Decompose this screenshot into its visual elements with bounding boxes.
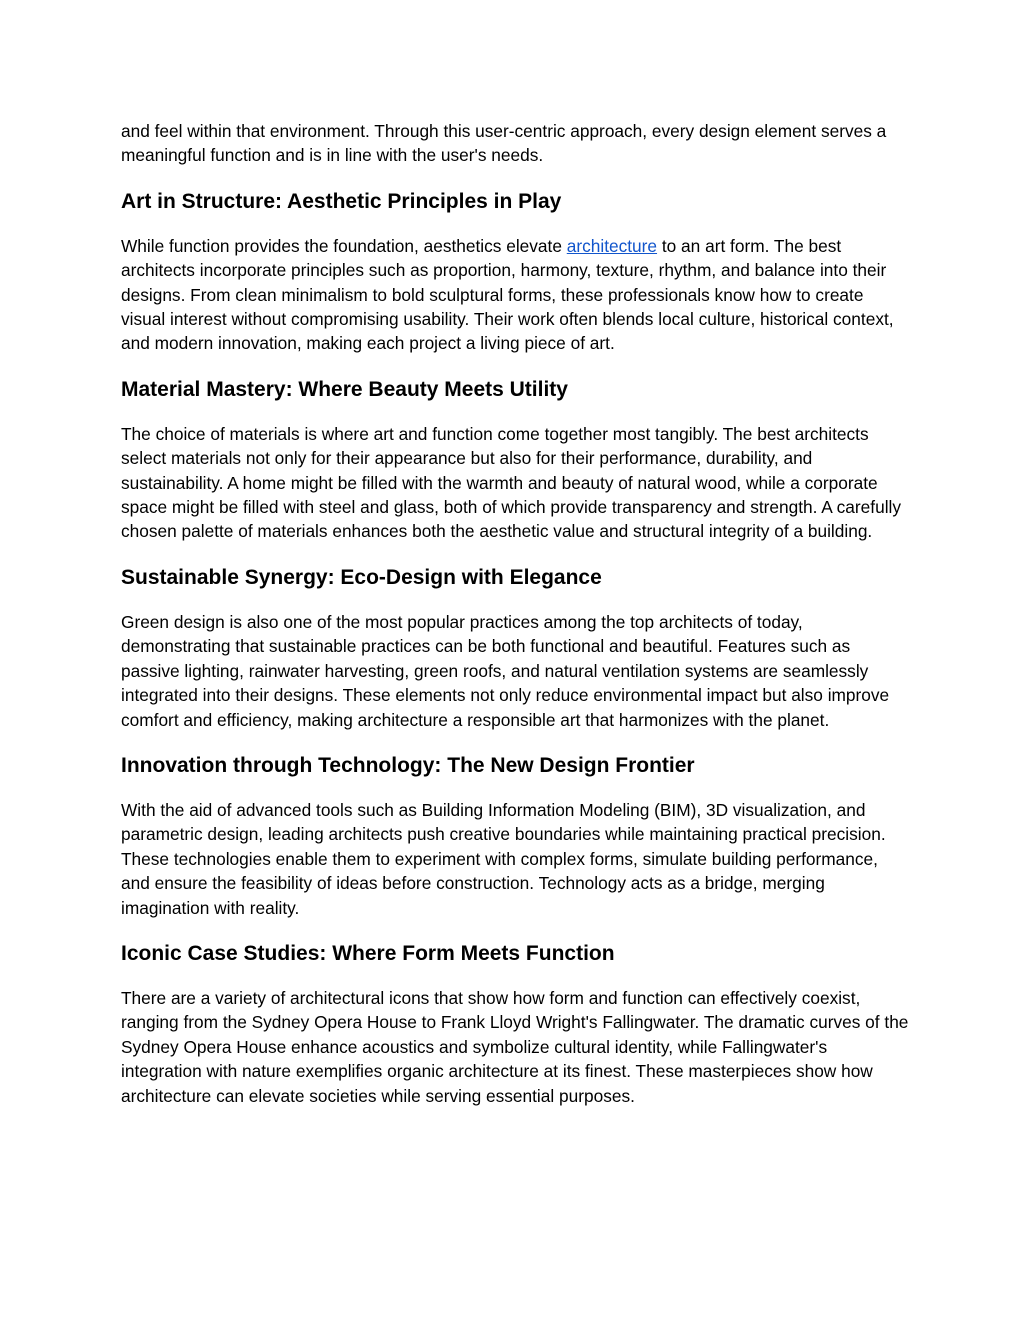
section-sustainable-synergy	[121, 565, 911, 732]
document-page	[121, 119, 911, 1129]
section-heading: Iconic Case Studies: Where Form Meets Function	[121, 941, 615, 965]
section-iconic-case-studies	[121, 941, 911, 1108]
section-heading: Innovation through Technology: The New Design Frontier	[121, 753, 695, 777]
paragraph-text-after-link: to an art form. The best architects incorporate principles such as proportion, harmony, texture, rhythm, and balance into their designs. From clean minimalism to bold sculptural forms, these professionals know how to create visual interest without compromising usability. Their work often blends local culture, historical context, and modern innovation, making each project a living piece of art.	[121, 235, 894, 354]
section-paragraph: There are a variety of architectural icons that show how form and function can effectively coexist, ranging from the Sydney Opera House to Frank Lloyd Wright's Fallingwater. The dramatic curves of the Sydney Opera House enhance acoustics and symbolize cultural identity, while Fallingwater's integration with nature exemplifies organic architecture at its finest. These masterpieces show how architecture can elevate societies while serving essential purposes.	[121, 987, 909, 1106]
section-paragraph: The choice of materials is where art and function come together most tangibly. The best architects select materials not only for their appearance but also for their performance, durability, and sustainability. A home might be filled with the warmth and beauty of natural wood, while a corporate space might be filled with steel and glass, both of which provide transparency and strength. A carefully chosen palette of materials enhances both the aesthetic value and structural integrity of a building.	[121, 423, 902, 542]
section-paragraph: Green design is also one of the most popular practices among the top architects of today, demonstrating that sustainable practices can be both functional and beautiful. Features such as passive lighting, rainwater harvesting, green roofs, and natural ventilation systems are seamlessly integrated into their designs. These elements not only reduce environmental impact but also improve comfort and efficiency, making architecture a responsible art that harmonizes with the planet.	[121, 611, 890, 730]
section-heading: Material Mastery: Where Beauty Meets Utility	[121, 377, 568, 401]
section-material-mastery	[121, 377, 911, 544]
section-paragraph	[121, 234, 911, 356]
section-heading: Art in Structure: Aesthetic Principles in Play	[121, 189, 562, 213]
section-innovation-technology	[121, 753, 911, 920]
section-art-in-structure	[121, 189, 911, 356]
paragraph-text-before-link: While function provides the foundation, aesthetics elevate	[121, 235, 567, 256]
intro-paragraph: and feel within that environment. Through this user-centric approach, every design element serves a meaningful function and is in line with the user's needs.	[121, 121, 887, 166]
section-heading: Sustainable Synergy: Eco-Design with Elegance	[121, 565, 602, 589]
section-paragraph: With the aid of advanced tools such as Building Information Modeling (BIM), 3D visualization, and parametric design, leading architects push creative boundaries while maintaining practical precision. These technologies enable them to experiment with complex forms, simulate building performance, and ensure the feasibility of ideas before construction. Technology acts as a bridge, merging imagination with reality.	[121, 799, 886, 918]
architecture-link[interactable]: architecture	[566, 235, 658, 256]
